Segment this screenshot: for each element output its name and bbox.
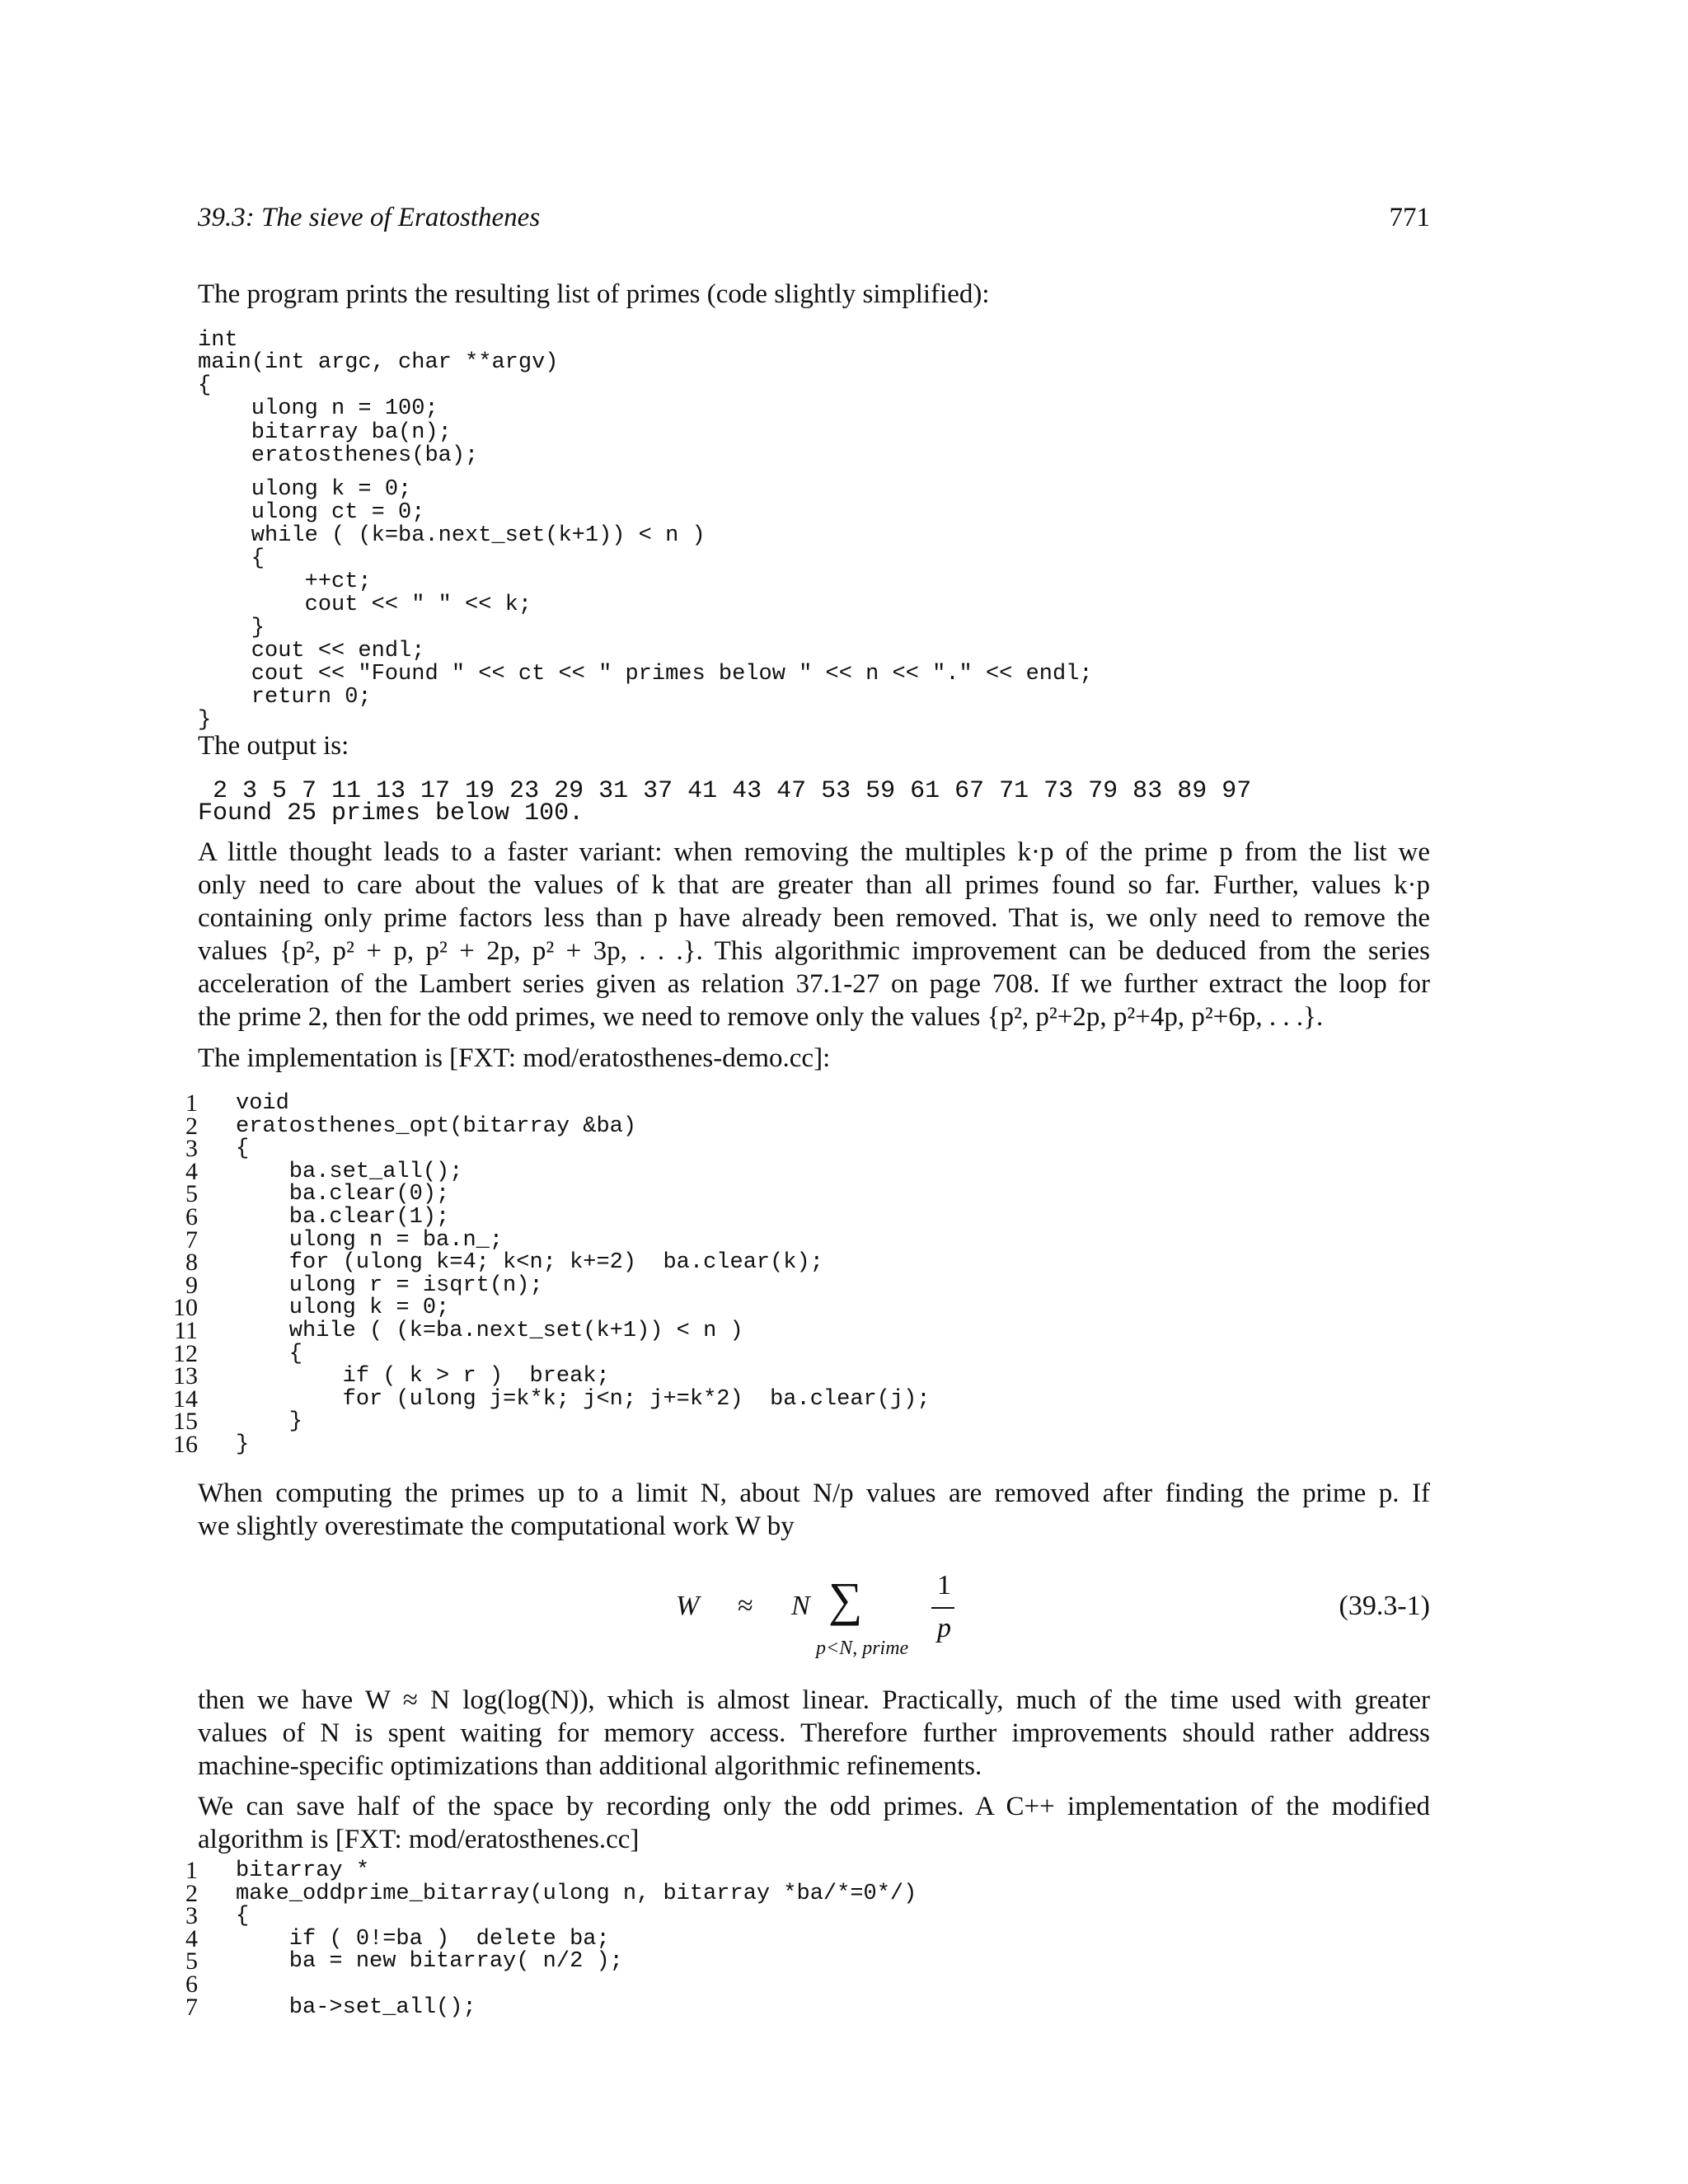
equation-factor: N bbox=[791, 1591, 810, 1621]
line-number: 3 bbox=[185, 1902, 198, 1930]
line-number: 6 bbox=[185, 1971, 198, 1998]
line-number: 13 bbox=[173, 1362, 198, 1390]
text-line: we slightly overestimate the computational work W by bbox=[198, 1511, 795, 1541]
code-line: ++ct; bbox=[198, 569, 372, 594]
line-number: 4 bbox=[185, 1157, 198, 1185]
code-line: { bbox=[198, 373, 212, 398]
code-line: ulong k = 0; bbox=[236, 1296, 450, 1321]
line-number: 5 bbox=[185, 1180, 198, 1208]
text-line: algorithm is [FXT: mod/eratosthenes.cc] bbox=[198, 1825, 640, 1854]
code-line: } bbox=[198, 708, 212, 733]
code-line: make_oddprime_bitarray(ulong n, bitarray *ba/*=0*/) bbox=[236, 1881, 917, 1906]
code-line: ba.set_all(); bbox=[236, 1159, 463, 1184]
line-number: 1 bbox=[185, 1090, 198, 1117]
text-line: We can save half of the space by recording only the odd primes. A C++ implementation of the modified bbox=[198, 1792, 1430, 1821]
code-line: { bbox=[198, 546, 265, 571]
odd-primes-paragraph bbox=[198, 1790, 1430, 1856]
code-line: eratosthenes(ba); bbox=[198, 443, 479, 468]
code-line: while ( (k=ba.next_set(k+1)) < n ) bbox=[198, 523, 706, 548]
text-line: The output is: bbox=[198, 731, 349, 761]
text-line: only need to care about the values of k that are greater than all primes found so far. Further, values k·p bbox=[198, 870, 1430, 900]
implementation-label bbox=[198, 1042, 1430, 1075]
text-line: values of N is spent waiting for memory access. Therefore further improvements should rather address bbox=[198, 1718, 1430, 1748]
line-number: 12 bbox=[173, 1339, 198, 1367]
faster-variant-paragraph bbox=[198, 836, 1430, 1033]
sum-subscript: p<N, prime bbox=[816, 1638, 909, 1659]
line-number: 11 bbox=[174, 1317, 198, 1344]
output-label bbox=[198, 729, 1430, 762]
text-line: the prime 2, then for the odd primes, we need to remove only the values {p², p²+2p, p²+4p, p²+6p, . . .}. bbox=[198, 1002, 1324, 1032]
code-line: bitarray * bbox=[236, 1858, 370, 1883]
code-line: cout << " " << k; bbox=[198, 593, 532, 617]
line-number: 14 bbox=[173, 1385, 198, 1413]
line-number: 7 bbox=[185, 1993, 198, 2021]
section-title: 39.3: The sieve of Eratosthenes bbox=[198, 203, 541, 232]
code-line: cout << endl; bbox=[198, 639, 425, 663]
code-line: { bbox=[236, 1904, 250, 1929]
intro-paragraph bbox=[198, 278, 1430, 311]
line-number: 16 bbox=[173, 1431, 198, 1458]
code-line: { bbox=[236, 1341, 303, 1366]
code-line: ulong n = ba.n_; bbox=[236, 1227, 504, 1253]
sum-symbol: ∑ bbox=[828, 1572, 863, 1626]
running-header bbox=[198, 203, 1430, 241]
code-line: ulong n = 100; bbox=[198, 396, 438, 421]
code-line: } bbox=[236, 1432, 250, 1457]
code-line: ba->set_all(); bbox=[236, 1994, 476, 2020]
code-line: main(int argc, char **argv) bbox=[198, 350, 559, 375]
fraction-denominator: p bbox=[937, 1613, 951, 1643]
text-line: values {p², p² + p, p² + 2p, p² + 3p, . . .}. This algorithmic improvement can be deduced from the series bbox=[198, 936, 1430, 966]
code-line: eratosthenes_opt(bitarray &ba) bbox=[236, 1113, 637, 1139]
fraction-numerator: 1 bbox=[937, 1570, 951, 1601]
line-number: 2 bbox=[185, 1879, 198, 1907]
equation-label: (39.3-1) bbox=[1339, 1591, 1430, 1621]
line-number: 10 bbox=[173, 1294, 198, 1322]
code-line: return 0; bbox=[198, 685, 372, 710]
text-line: When computing the primes up to a limit N, about N/p values are removed after finding the prime p. If bbox=[198, 1479, 1430, 1508]
code-line: int bbox=[198, 328, 238, 353]
line-number: 5 bbox=[185, 1947, 198, 1975]
equation-39-3-1 bbox=[198, 1570, 1430, 1661]
line-number: 6 bbox=[185, 1203, 198, 1230]
fraction-bar bbox=[931, 1607, 954, 1609]
approx-symbol: ≈ bbox=[738, 1591, 753, 1621]
line-number: 2 bbox=[185, 1112, 198, 1140]
code-line: if ( k > r ) break; bbox=[236, 1364, 610, 1390]
text-line: The implementation is [FXT: mod/eratosthenes-demo.cc]: bbox=[198, 1043, 831, 1073]
code-line: ba = new bitarray( n/2 ); bbox=[236, 1949, 623, 1975]
text-line: machine-specific optimizations than additional algorithmic refinements. bbox=[198, 1751, 982, 1781]
text-line: containing only prime factors less than p have already been removed. That is, we only need to remove the bbox=[198, 903, 1430, 933]
equation-lhs: W bbox=[676, 1591, 700, 1621]
text-line: acceleration of the Lambert series given as relation 37.1-27 on page 708. If we further extract the loop for bbox=[198, 969, 1430, 999]
code-line: for (ulong k=4; k<n; k+=2) ba.clear(k); bbox=[236, 1250, 823, 1276]
code-line: if ( 0!=ba ) delete ba; bbox=[236, 1926, 610, 1952]
line-number: 4 bbox=[185, 1924, 198, 1952]
page-number: 771 bbox=[1389, 203, 1430, 232]
code-line: ba.clear(1); bbox=[236, 1205, 450, 1230]
code-line: ulong ct = 0; bbox=[198, 500, 425, 525]
output-line: Found 25 primes below 100. bbox=[198, 799, 584, 827]
work-estimate-paragraph bbox=[198, 1477, 1430, 1543]
text-line: then we have W ≈ N log(log(N)), which is almost linear. Practically, much of the time used with greater bbox=[198, 1685, 1430, 1715]
code-line: for (ulong j=k*k; j<n; j+=k*2) ba.clear(j); bbox=[236, 1386, 931, 1412]
line-number: 8 bbox=[185, 1249, 198, 1277]
code-line: { bbox=[236, 1137, 250, 1162]
code-line: ulong r = isqrt(n); bbox=[236, 1272, 543, 1298]
code-line: void bbox=[236, 1091, 289, 1116]
output-line: 2 3 5 7 11 13 17 19 23 29 31 37 41 43 47 53 59 61 67 71 73 79 83 89 97 bbox=[198, 777, 1252, 805]
text-line: The program prints the resulting list of primes (code slightly simplified): bbox=[198, 279, 990, 309]
code-line: bitarray ba(n); bbox=[198, 420, 452, 445]
linear-complexity-paragraph bbox=[198, 1684, 1430, 1783]
line-number: 3 bbox=[185, 1135, 198, 1163]
code-line: cout << "Found " << ct << " primes below " << n << "." << endl; bbox=[198, 662, 1093, 687]
line-number: 7 bbox=[185, 1226, 198, 1254]
line-number: 1 bbox=[185, 1857, 198, 1884]
line-number: 15 bbox=[173, 1408, 198, 1436]
code-line: ulong k = 0; bbox=[198, 477, 412, 502]
code-line: ba.clear(0); bbox=[236, 1182, 450, 1207]
code-line: } bbox=[236, 1409, 303, 1435]
text-line: A little thought leads to a faster variant: when removing the multiples k·p of the prime p from the list we bbox=[198, 837, 1430, 867]
code-line: } bbox=[198, 616, 265, 640]
line-number: 9 bbox=[185, 1271, 198, 1299]
code-line: while ( (k=ba.next_set(k+1)) < n ) bbox=[236, 1319, 743, 1343]
